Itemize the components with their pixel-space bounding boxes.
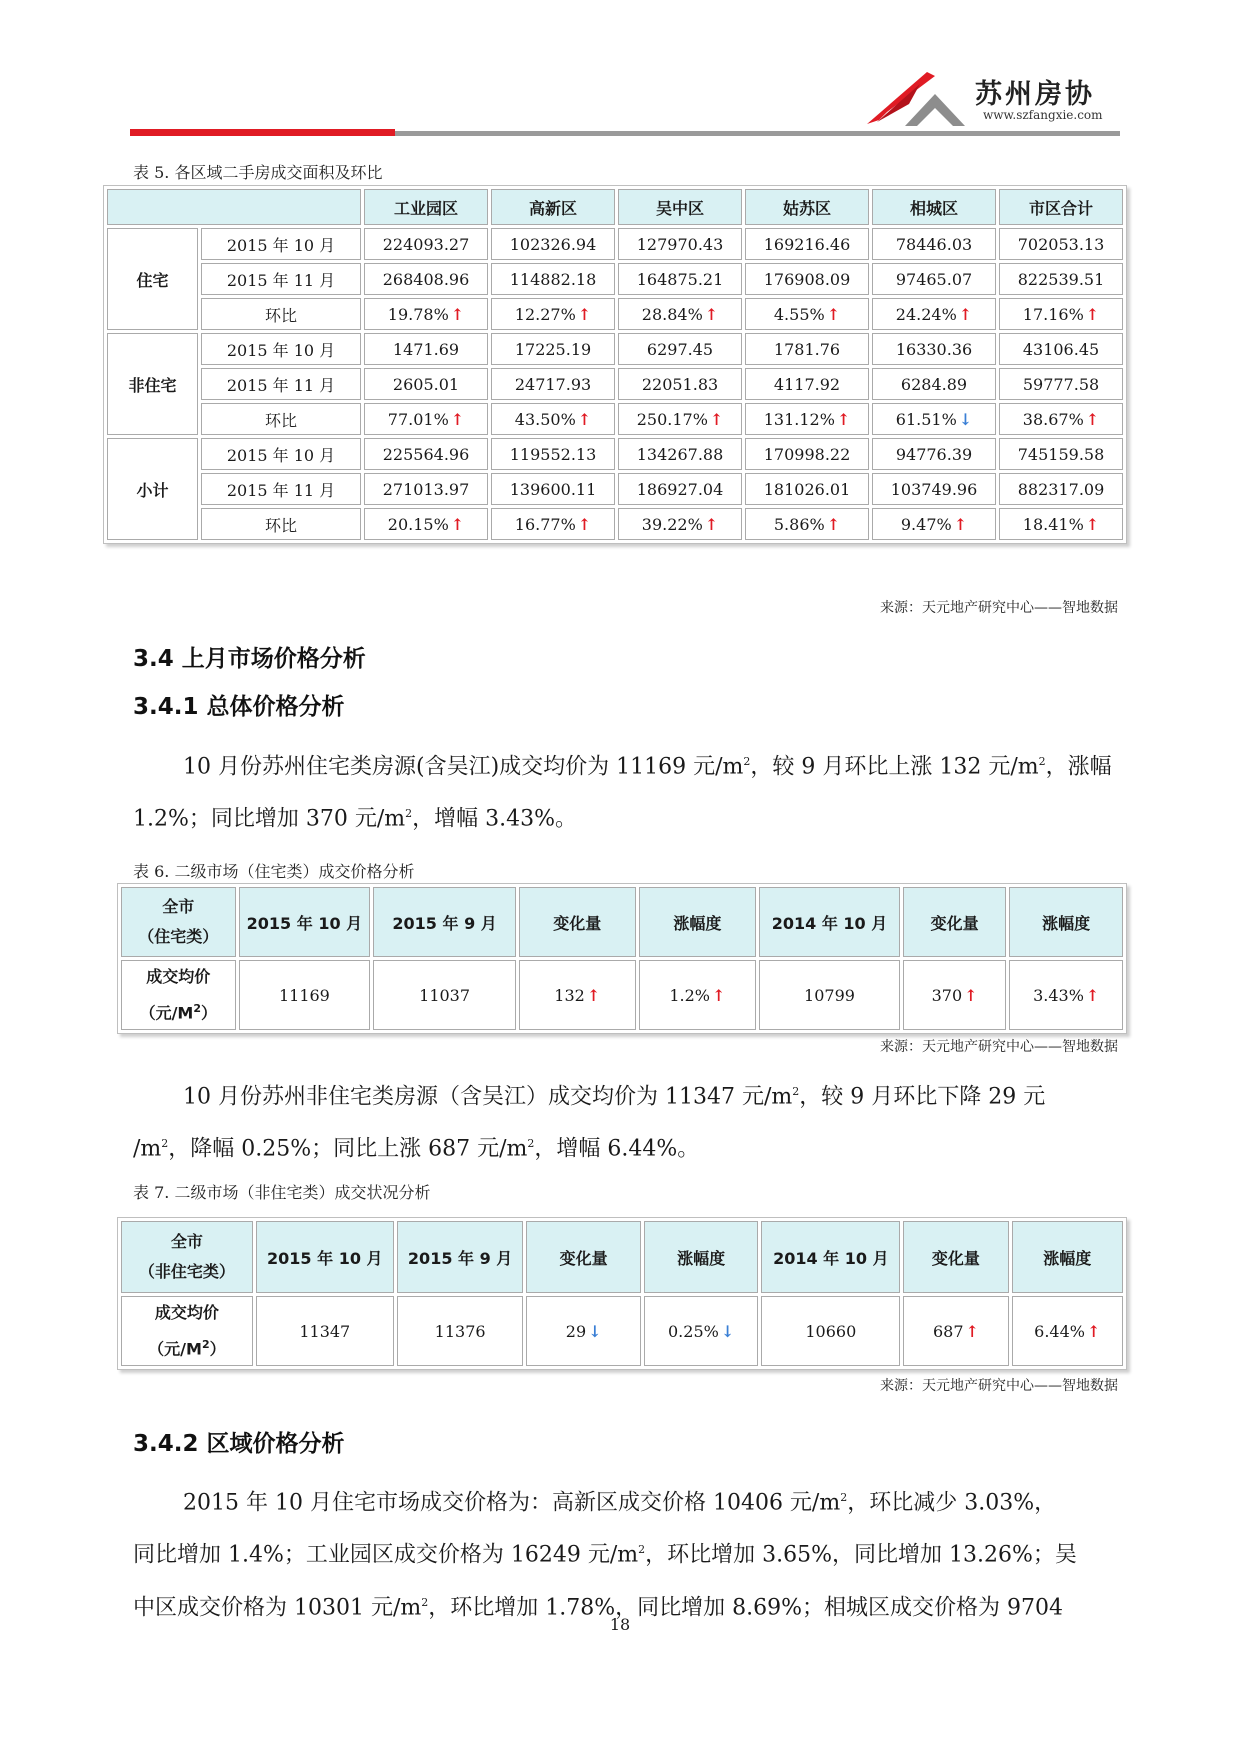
table5-cell — [491, 368, 615, 400]
table5-cell — [745, 228, 869, 260]
table5-row-label: 2015 年 10 月 — [201, 228, 361, 260]
cell-value: 250.17% ↑ — [637, 410, 724, 429]
table5-cell — [491, 508, 615, 540]
cell-value: 119552.13 — [509, 444, 597, 464]
cell-value: 19.78% ↑ — [388, 305, 464, 324]
cell-value: 43106.45 — [1022, 339, 1100, 359]
table7-col-header: 变化量 — [903, 1221, 1008, 1293]
table-row — [107, 298, 1123, 330]
table5-cell — [491, 403, 615, 435]
table-row — [107, 438, 1123, 470]
cell-value: 186927.04 — [636, 479, 724, 499]
table5-cell — [364, 368, 488, 400]
cell-value: 370 ↑ — [932, 986, 978, 1005]
cell-value: 0.25% ↓ — [668, 1322, 734, 1341]
table5-cell — [491, 473, 615, 505]
table5-cell — [364, 403, 488, 435]
table5-cell — [745, 333, 869, 365]
table6-caption: 表 6. 二级市场（住宅类）成交价格分析 — [133, 862, 415, 881]
section-heading-3-4-2: 3.4.2 区域价格分析 — [133, 1431, 345, 1457]
table7-corner — [121, 1221, 253, 1293]
org-name: 苏州房协 — [975, 79, 1095, 110]
paragraph-nonresidential-price — [133, 1068, 1118, 1173]
para-text: ，较 9 月环比下降 29 元 — [799, 1084, 1046, 1110]
cell-value: 39.22% ↑ — [642, 515, 718, 534]
table5-cell — [999, 263, 1123, 295]
cell-value: 132 ↑ — [554, 986, 600, 1005]
table5-row-label: 环比 — [201, 403, 361, 435]
superscript: 2 — [1038, 755, 1046, 768]
table5-cell — [618, 473, 742, 505]
table7-cell — [761, 1296, 900, 1366]
table5-cell — [999, 438, 1123, 470]
table-row — [107, 333, 1123, 365]
table5-col-header: 姑苏区 — [745, 189, 869, 225]
cell-value: 10799 — [804, 985, 855, 1005]
para-text: ，环比增加 1.78%，同比增加 8.69%；相城区成交价格为 9704 — [428, 1594, 1063, 1620]
cell-value: 38.67% ↑ — [1023, 410, 1099, 429]
table5-cell — [999, 508, 1123, 540]
table7-cell — [644, 1296, 758, 1366]
table5-col-header: 吴中区 — [618, 189, 742, 225]
table5-cell — [364, 438, 488, 470]
cell-value: 134267.88 — [636, 444, 724, 464]
cell-value: 181026.01 — [763, 479, 851, 499]
table5-cell — [618, 298, 742, 330]
cell-value: 22051.83 — [641, 374, 719, 394]
corner-line: 全市 — [162, 897, 195, 916]
table-row — [107, 403, 1123, 435]
para-text: 同比增加 1.4%；工业园区成交价格为 16249 元/m — [133, 1542, 639, 1568]
table5-cell — [872, 228, 996, 260]
table5-cell — [745, 473, 869, 505]
table7-cell — [256, 1296, 394, 1366]
row-label-line: （元$/M^2$） — [139, 1002, 218, 1023]
table7-caption: 表 7. 二级市场（非住宅类）成交状况分析 — [133, 1183, 431, 1202]
cell-value: 11347 — [299, 1321, 351, 1341]
table7-row-label — [121, 1296, 253, 1366]
table5-cell — [618, 403, 742, 435]
superscript: 2 — [161, 1137, 169, 1151]
table7-col-header: 2014 年 10 月 — [761, 1221, 900, 1293]
table6 — [117, 883, 1127, 1034]
table5-cell — [364, 228, 488, 260]
page-number: 18 — [609, 1615, 631, 1634]
table-row — [107, 508, 1123, 540]
para-text: ，降幅 0.25%；同比上涨 687 元/m — [168, 1136, 528, 1162]
cell-value: 6284.89 — [900, 374, 968, 394]
table5-cell — [618, 263, 742, 295]
section-heading-3-4: 3.4 上月市场价格分析 — [133, 646, 366, 672]
para-text: ，增幅 6.44%。 — [534, 1136, 700, 1162]
table6-col-header: 涨幅度 — [1009, 887, 1123, 957]
cell-value: 16330.36 — [895, 339, 973, 359]
cell-value: 103749.96 — [890, 479, 978, 499]
table5-cell — [618, 333, 742, 365]
table5-row-label: 2015 年 11 月 — [201, 263, 361, 295]
logo — [865, 68, 1115, 128]
table7-cell — [1012, 1296, 1123, 1366]
table5-corner — [107, 189, 361, 225]
cell-value: 882317.09 — [1017, 479, 1105, 499]
table5-cell — [745, 263, 869, 295]
paragraph-regional-price — [133, 1474, 1118, 1631]
table5-cell — [618, 368, 742, 400]
table7-cell — [526, 1296, 640, 1366]
cell-value: 18.41% ↑ — [1023, 515, 1099, 534]
superscript: 2 — [840, 1491, 848, 1504]
table5-col-header: 市区合计 — [999, 189, 1123, 225]
para-text: ，涨幅 1.2%；同比增加 370 元/m — [133, 754, 1112, 832]
table6-cell — [759, 960, 900, 1030]
table5-row-label: 2015 年 11 月 — [201, 473, 361, 505]
cell-value: 139600.11 — [509, 479, 597, 499]
table5-cell — [618, 228, 742, 260]
cell-value: 24.24% ↑ — [896, 305, 972, 324]
cell-value: 3.43% ↑ — [1033, 986, 1099, 1005]
superscript: 2 — [527, 1137, 535, 1151]
table6-cell — [639, 960, 757, 1030]
table6-col-header: 变化量 — [519, 887, 636, 957]
para-text: 中区成交价格为 10301 元/m — [133, 1594, 422, 1620]
cell-value: 127970.43 — [636, 234, 724, 254]
table7-cell — [397, 1296, 524, 1366]
cell-value: 9.47% ↑ — [901, 515, 967, 534]
table5-cell — [872, 263, 996, 295]
para-text: /m — [133, 1136, 162, 1162]
table7-col-header: 2015 年 10 月 — [256, 1221, 394, 1293]
table5-col-header: 高新区 — [491, 189, 615, 225]
cell-value: 61.51% ↓ — [896, 410, 972, 429]
table5-cell — [872, 473, 996, 505]
header-rule-gray — [395, 131, 1120, 136]
table5-cell — [872, 403, 996, 435]
row-label-line: 成交均价 — [154, 1303, 219, 1322]
table-row — [107, 228, 1123, 260]
table6-cell — [373, 960, 516, 1030]
cell-value: 131.12% ↑ — [764, 410, 851, 429]
cell-value: 17.16% ↑ — [1023, 305, 1099, 324]
table5-cell — [872, 368, 996, 400]
table5-row-label: 2015 年 10 月 — [201, 333, 361, 365]
table6-col-header: 2015 年 10 月 — [239, 887, 371, 957]
table5-group-label: 住宅 — [107, 228, 198, 330]
cell-value: 29 ↓ — [566, 1322, 602, 1341]
cell-value: 687 ↑ — [933, 1322, 979, 1341]
corner-line: （非住宅类） — [138, 1262, 235, 1281]
cell-value: 745159.58 — [1017, 444, 1105, 464]
cell-value: 271013.97 — [382, 479, 470, 499]
table5-cell — [618, 438, 742, 470]
table6-cell — [239, 960, 371, 1030]
cell-value: 176908.09 — [763, 269, 851, 289]
table5-group-label: 非住宅 — [107, 333, 198, 435]
para-text: ，环比增加 3.65%，同比增加 13.26%；吴 — [645, 1542, 1077, 1568]
table5-cell — [872, 333, 996, 365]
para-text: ，环比减少 3.03%， — [847, 1490, 1057, 1516]
table6-corner — [121, 887, 236, 957]
table-row — [107, 263, 1123, 295]
table7-cell — [903, 1296, 1008, 1366]
table5-cell — [872, 298, 996, 330]
table5-row-label: 2015 年 10 月 — [201, 438, 361, 470]
table5-cell — [364, 263, 488, 295]
table6-cell — [519, 960, 636, 1030]
table5-cell — [999, 403, 1123, 435]
table5-cell — [364, 473, 488, 505]
table5-cell — [618, 508, 742, 540]
cell-value: 1471.69 — [392, 339, 460, 359]
para-text: ，较 9 月环比上涨 132 元/m — [750, 754, 1039, 780]
table5-cell — [364, 333, 488, 365]
table6-col-header: 2014 年 10 月 — [759, 887, 900, 957]
para-text: 10 月份苏州非住宅类房源（含吴江）成交均价为 11347 元/m — [183, 1084, 793, 1110]
cell-value: 170998.22 — [763, 444, 851, 464]
table5-cell — [745, 438, 869, 470]
row-label-line: （元$/M^2$） — [148, 1338, 226, 1359]
table6-col-header: 变化量 — [903, 887, 1007, 957]
table5-cell — [999, 228, 1123, 260]
table5-caption: 表 5. 各区域二手房成交面积及环比 — [133, 163, 383, 182]
table5-cell — [491, 228, 615, 260]
cell-value: 2605.01 — [392, 374, 460, 394]
table5-cell — [745, 298, 869, 330]
cell-value: 702053.13 — [1017, 234, 1105, 254]
table5-cell — [364, 298, 488, 330]
table5-cell — [491, 298, 615, 330]
cell-value: 164875.21 — [636, 269, 724, 289]
cell-value: 17225.19 — [514, 339, 592, 359]
cell-value: 1.2% ↑ — [669, 986, 725, 1005]
cell-value: 78446.03 — [895, 234, 973, 254]
row-label-line: 成交均价 — [146, 967, 211, 986]
cell-value: 20.15% ↑ — [388, 515, 464, 534]
cell-value: 224093.27 — [382, 234, 470, 254]
table5-cell — [999, 298, 1123, 330]
table5-row-label: 环比 — [201, 508, 361, 540]
cell-value: 24717.93 — [514, 374, 592, 394]
table5-group-label: 小计 — [107, 438, 198, 540]
cell-value: 4117.92 — [773, 374, 841, 394]
cell-value: 822539.51 — [1017, 269, 1105, 289]
table5-row-label: 2015 年 11 月 — [201, 368, 361, 400]
table5-col-header: 工业园区 — [364, 189, 488, 225]
paragraph-residential-price — [133, 738, 1118, 843]
para-text: 10 月份苏州住宅类房源(含吴江)成交均价为 11169 元/m — [183, 754, 744, 780]
table5-row-label: 环比 — [201, 298, 361, 330]
table7-source: 来源：天元地产研究中心——智地数据 — [880, 1378, 1118, 1394]
table5 — [103, 185, 1127, 544]
table6-cell — [903, 960, 1007, 1030]
table7-col-header: 涨幅度 — [1012, 1221, 1123, 1293]
superscript: 2 — [743, 755, 751, 768]
superscript: 2 — [638, 1543, 646, 1557]
table5-cell — [745, 368, 869, 400]
section-heading-3-4-1: 3.4.1 总体价格分析 — [133, 694, 345, 720]
cell-value: 11169 — [278, 985, 330, 1005]
cell-value: 268408.96 — [382, 269, 470, 289]
cell-value: 4.55% ↑ — [774, 305, 840, 324]
table5-cell — [999, 368, 1123, 400]
cell-value: 11376 — [434, 1321, 486, 1341]
cell-value: 28.84% ↑ — [642, 305, 718, 324]
table5-cell — [999, 473, 1123, 505]
table5-body — [107, 228, 1123, 540]
corner-line: 全市 — [170, 1232, 203, 1251]
table7-col-header: 变化量 — [526, 1221, 640, 1293]
logo-quill-icon — [865, 68, 975, 128]
cell-value: 94776.39 — [895, 444, 973, 464]
table5-cell — [872, 438, 996, 470]
para-text: 2015 年 10 月住宅市场成交价格为：高新区成交价格 10406 元/m — [183, 1490, 841, 1516]
table7 — [117, 1217, 1127, 1370]
cell-value: 43.50% ↑ — [515, 410, 591, 429]
cell-value: 5.86% ↑ — [774, 515, 840, 534]
cell-value: 97465.07 — [895, 269, 973, 289]
table-row — [107, 473, 1123, 505]
superscript: 2 — [405, 807, 413, 821]
table7-col-header: 涨幅度 — [644, 1221, 758, 1293]
table6-col-header: 2015 年 9 月 — [373, 887, 516, 957]
cell-value: 77.01% ↑ — [388, 410, 464, 429]
cell-value: 102326.94 — [509, 234, 597, 254]
org-url: www.szfangxie.com — [983, 108, 1103, 122]
cell-value: 1781.76 — [773, 339, 841, 359]
table6-row-label — [121, 960, 236, 1030]
table6-col-header: 涨幅度 — [639, 887, 757, 957]
cell-value: 6.44% ↑ — [1034, 1322, 1100, 1341]
superscript: 2 — [421, 1595, 429, 1609]
table5-cell — [745, 403, 869, 435]
cell-value: 10660 — [805, 1321, 857, 1341]
cell-value: 225564.96 — [382, 444, 470, 464]
table5-cell — [491, 333, 615, 365]
cell-value: 6297.45 — [646, 339, 714, 359]
cell-value: 114882.18 — [509, 269, 597, 289]
table5-col-header: 相城区 — [872, 189, 996, 225]
table5-cell — [745, 508, 869, 540]
table5-source: 来源：天元地产研究中心——智地数据 — [880, 600, 1118, 616]
cell-value: 59777.58 — [1022, 374, 1100, 394]
cell-value: 16.77% ↑ — [515, 515, 591, 534]
table6-cell — [1009, 960, 1123, 1030]
table5-cell — [999, 333, 1123, 365]
header-rule-red — [130, 129, 395, 136]
table-row — [107, 368, 1123, 400]
cell-value: 169216.46 — [763, 234, 851, 254]
table7-col-header: 2015 年 9 月 — [397, 1221, 524, 1293]
para-text: ，增幅 3.43%。 — [412, 806, 578, 832]
table6-source: 来源：天元地产研究中心——智地数据 — [880, 1039, 1118, 1055]
table5-cell — [491, 438, 615, 470]
table5-cell — [491, 263, 615, 295]
table5-cell — [364, 508, 488, 540]
table5-cell — [872, 508, 996, 540]
cell-value: 11037 — [419, 985, 471, 1005]
corner-line: （住宅类） — [138, 927, 219, 946]
cell-value: 12.27% ↑ — [515, 305, 591, 324]
superscript: 2 — [792, 1085, 800, 1098]
